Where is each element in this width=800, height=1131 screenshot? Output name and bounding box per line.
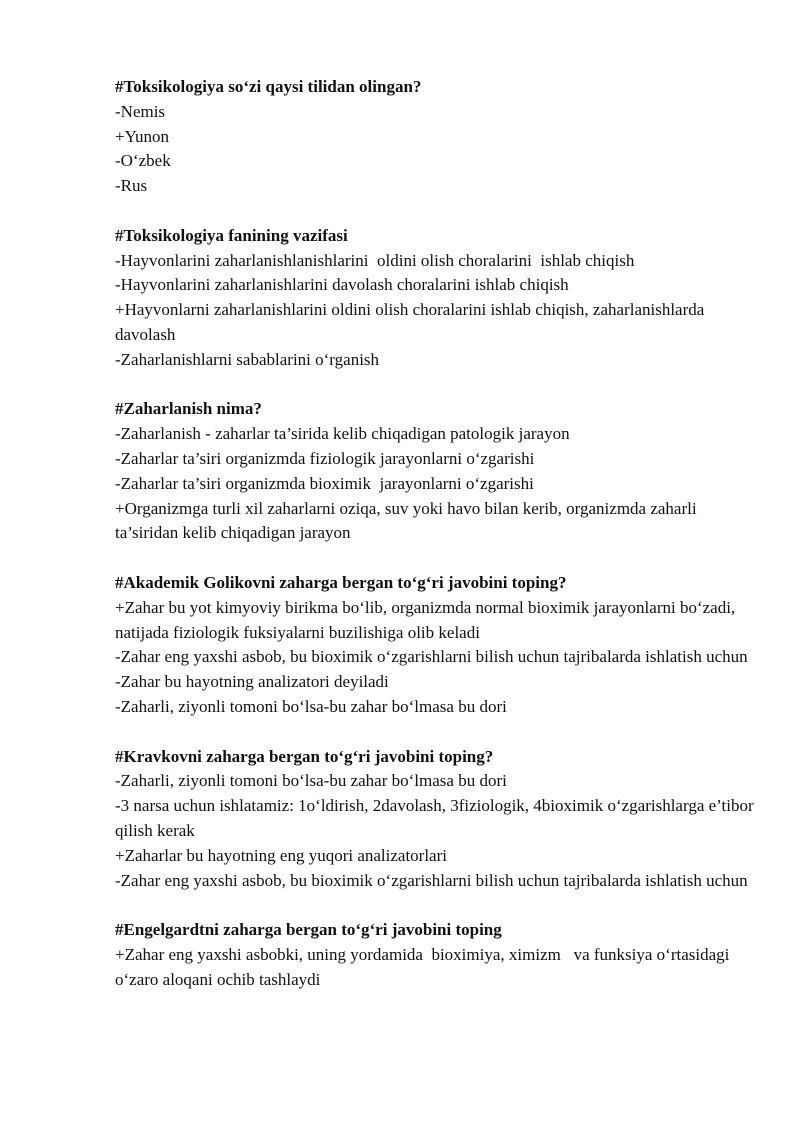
question-block xyxy=(115,397,755,546)
answer-option: -Zahar eng yaxshi asbob, bu bioximik o‘zgarishlarni bilish uchun tajribalarda ishlatish uchun xyxy=(115,647,748,667)
answer-option: -Rus xyxy=(115,176,148,196)
question-block xyxy=(115,918,755,992)
answer-option: +Yunon xyxy=(115,126,169,146)
question-block xyxy=(115,224,755,373)
answer-option: -3 narsa uchun ishlatamiz: 1o‘ldirish, 2davolash, 3fiziologik, 4bioximik o‘zgarishlarga e’tibor qilish kerak xyxy=(115,796,758,840)
answer-option: +Zaharlar bu hayotning eng yuqori analizatorlari xyxy=(115,845,447,865)
answer-option: -Hayvonlarini zaharlanishlanishlarini oldini olish choralarini ishlab chiqish xyxy=(115,250,635,270)
question-title: #Toksikologiya fanining vazifasi xyxy=(115,225,348,245)
question-title: #Kravkovni zaharga bergan to‘g‘ri javobini toping? xyxy=(115,746,494,766)
answer-option: -Zaharlanish - zaharlar ta’sirida kelib chiqadigan patologik jarayon xyxy=(115,424,570,444)
question-title: #Akademik Golikovni zaharga bergan to‘g‘ri javobini toping? xyxy=(115,572,567,592)
question-block xyxy=(115,75,755,199)
answer-option: -Hayvonlarini zaharlanishlarini davolash choralarini ishlab chiqish xyxy=(115,275,569,295)
question-title: #Engelgardtni zaharga bergan to‘g‘ri javobini toping xyxy=(115,920,502,940)
question-block xyxy=(115,571,755,720)
answer-option: +Zahar bu yot kimyoviy birikma bo‘lib, organizmda normal bioximik jarayonlarni bo‘zadi, natijada fiziologik fuksiyalarni buzilishiga olib keladi xyxy=(115,597,740,642)
answer-option: -Zaharli, ziyonli tomoni bo‘lsa-bu zahar bo‘lmasa bu dori xyxy=(115,696,507,716)
question-title: #Toksikologiya so‘zi qaysi tilidan olingan? xyxy=(115,77,422,96)
answer-option: -Zaharlar ta’siri organizmda fiziologik jarayonlarni o‘zgarishi xyxy=(115,448,535,468)
answer-option: -Zahar bu hayotning analizatori deyiladi xyxy=(115,672,389,692)
answer-option: -O‘zbek xyxy=(115,151,171,171)
answer-option: -Zaharlar ta’siri organizmda bioximik jarayonlarni o‘zgarishi xyxy=(115,473,534,493)
answer-option: +Zahar eng yaxshi asbobki, uning yordamida bioximiya, ximizm va funksiya o‘rtasidagi o‘zaro aloqani ochib tashlaydi xyxy=(115,944,734,989)
answer-option: +Hayvonlarni zaharlanishlarini oldini olish choralarini ishlab chiqish, zaharlanishlarda davolash xyxy=(115,300,709,344)
answer-option: -Zahar eng yaxshi asbob, bu bioximik o‘zgarishlarni bilish uchun tajribalarda ishlatish uchun xyxy=(115,870,748,890)
question-block xyxy=(115,745,758,894)
answer-option: +Organizmga turli xil zaharlarni oziqa, suv yoki havo bilan kerib, organizmda zaharli ta’siridan kelib chiqadigan jarayon xyxy=(115,498,701,543)
answer-option: -Zaharli, ziyonli tomoni bo‘lsa-bu zahar bo‘lmasa bu dori xyxy=(115,771,507,791)
document-page xyxy=(115,75,758,1017)
answer-option: -Nemis xyxy=(115,101,166,121)
question-title: #Zaharlanish nima? xyxy=(115,399,262,419)
answer-option: -Zaharlanishlarni sabablarini o‘rganish xyxy=(115,349,380,369)
